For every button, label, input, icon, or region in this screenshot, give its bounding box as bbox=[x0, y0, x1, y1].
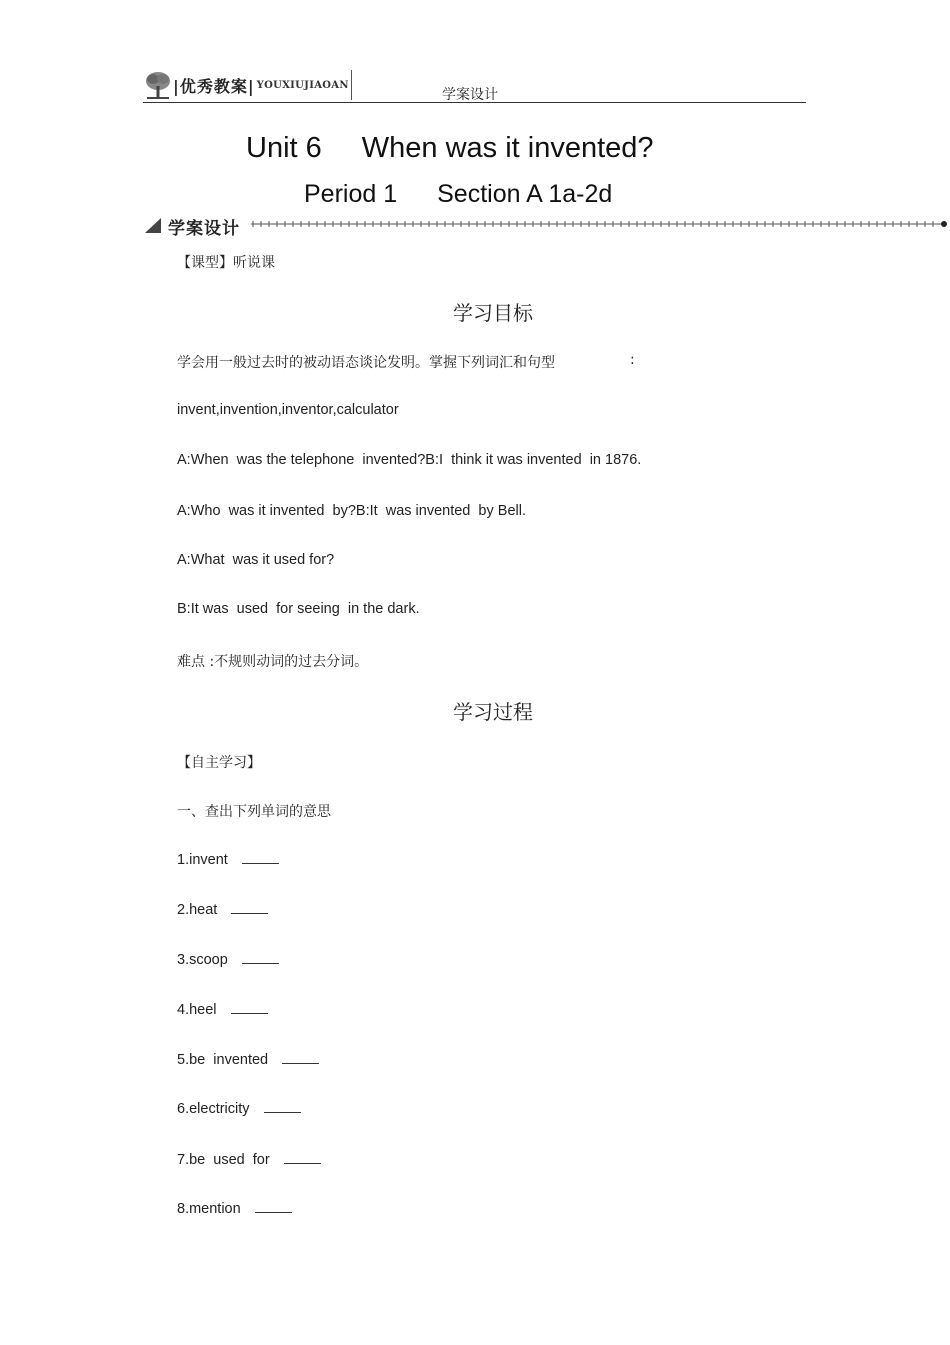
answer-blank[interactable] bbox=[231, 901, 268, 914]
unit-question: When was it invented? bbox=[361, 132, 654, 164]
word-item: 3.scoop bbox=[177, 951, 279, 968]
section-label: Section A 1a-2d bbox=[437, 180, 613, 208]
vocab-list: invent,invention,inventor,calculator bbox=[177, 402, 399, 418]
header-label: 学案设计 bbox=[442, 87, 498, 103]
header-logo bbox=[143, 70, 352, 100]
word-item: 4.heel bbox=[177, 1001, 268, 1018]
dialogue-line: A:When was the telephone invented?B:I think it was invented in 1876. bbox=[177, 452, 642, 468]
tree-logo-icon bbox=[143, 70, 173, 100]
process-heading: 学习过程 bbox=[453, 700, 533, 724]
dialogue-line: A:Who was it invented by?B:It was invented by Bell. bbox=[177, 503, 526, 519]
word-item: 2.heat bbox=[177, 901, 268, 918]
period-number: Period 1 bbox=[304, 180, 398, 208]
objectives-intro: 学会用一般过去时的被动语态谈论发明。掌握下列词汇和句型 bbox=[177, 355, 555, 371]
unit-title bbox=[246, 132, 654, 165]
objectives-intro-colon: : bbox=[630, 352, 635, 368]
answer-blank[interactable] bbox=[255, 1200, 292, 1213]
difficulty-note: 难点 :不规则动词的过去分词。 bbox=[177, 654, 369, 670]
logo-divider bbox=[351, 70, 352, 100]
answer-blank[interactable] bbox=[242, 851, 279, 864]
answer-blank[interactable] bbox=[264, 1100, 301, 1113]
logo-english-text: YOUXIUJIAOAN bbox=[256, 79, 349, 91]
word-item: 5.be invented bbox=[177, 1051, 319, 1068]
task-one-instruction: 一、查出下列单词的意思 bbox=[177, 804, 331, 820]
banner-text: 学案设计 bbox=[168, 219, 240, 239]
header-rule bbox=[143, 102, 806, 103]
word-item: 1.invent bbox=[177, 851, 279, 868]
answer-blank[interactable] bbox=[282, 1051, 319, 1064]
answer-blank[interactable] bbox=[284, 1151, 321, 1164]
banner-triangle-icon bbox=[145, 218, 161, 233]
answer-blank[interactable] bbox=[242, 951, 279, 964]
word-item: 7.be used for bbox=[177, 1151, 321, 1168]
lesson-type: 【课型】听说课 bbox=[177, 255, 275, 271]
answer-blank[interactable] bbox=[231, 1001, 268, 1014]
section-banner bbox=[143, 214, 950, 236]
unit-number: Unit 6 bbox=[246, 132, 322, 164]
objectives-heading: 学习目标 bbox=[453, 301, 533, 325]
period-title bbox=[304, 180, 612, 209]
logo-chinese-text: |优秀教案| bbox=[173, 76, 255, 96]
word-item: 8.mention bbox=[177, 1200, 292, 1217]
word-item: 6.electricity bbox=[177, 1100, 301, 1117]
self-study-label: 【自主学习】 bbox=[177, 755, 261, 771]
dialogue-line: B:It was used for seeing in the dark. bbox=[177, 601, 420, 617]
dialogue-line: A:What was it used for? bbox=[177, 552, 335, 568]
